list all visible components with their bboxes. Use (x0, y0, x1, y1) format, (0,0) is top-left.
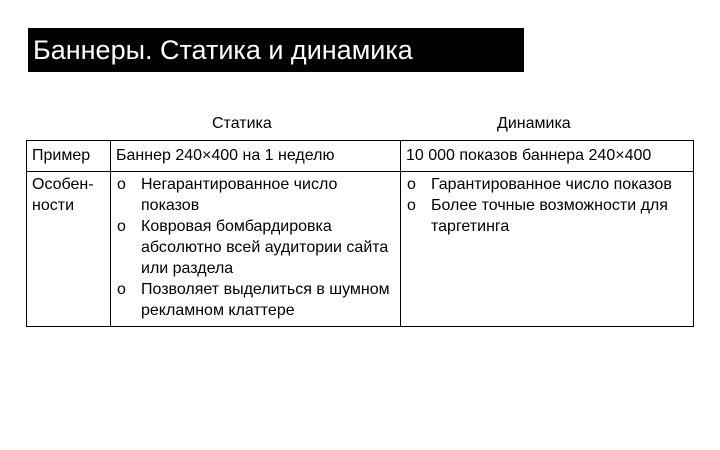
comparison-table (26, 140, 694, 327)
row-label-features (27, 172, 110, 216)
example-dynamic-text: 10 000 показов баннера 240×400 (406, 147, 652, 164)
bullet-circle-icon: o (117, 218, 126, 235)
list-item (117, 216, 394, 279)
list-item (117, 279, 394, 321)
list-item-text: Более точные возможности для таргетинга (431, 197, 668, 235)
column-header-dynamic: Динамика (497, 115, 571, 132)
row-label-cell (27, 172, 111, 327)
cell-features-static (111, 172, 401, 327)
list-item-text: Позволяет выделиться в шумном рекламном клаттере (141, 281, 390, 319)
bullet-circle-icon: o (117, 281, 126, 298)
table-row-example (27, 141, 694, 172)
row-label-example: Пример (32, 147, 91, 164)
list-item (407, 195, 687, 237)
list-item (407, 174, 687, 195)
row-label-cell (27, 141, 111, 172)
dynamic-features-list (401, 172, 693, 237)
bullet-circle-icon: o (407, 176, 416, 193)
static-features-list (111, 172, 400, 321)
list-item-text: Ковровая бомбардировка абсолютно всей аудитории сайта или раздела (141, 218, 389, 277)
bullet-circle-icon: o (407, 197, 416, 214)
cell-features-dynamic (401, 172, 694, 327)
list-item-text: Гарантированное число показов (431, 176, 672, 193)
bullet-circle-icon: o (117, 176, 126, 193)
list-item-text: Негарантированное число показов (141, 176, 338, 214)
example-static-text: Баннер 240×400 на 1 неделю (116, 147, 335, 164)
list-item (117, 174, 394, 216)
slide-title: Баннеры. Статика и динамика (28, 28, 524, 72)
table-row-features (27, 172, 694, 327)
row-label-features-line2: ности (32, 197, 74, 214)
row-label-features-line1: Особен- (32, 176, 94, 193)
cell-example-static (111, 141, 401, 172)
column-header-static: Статика (212, 115, 272, 132)
cell-example-dynamic (401, 141, 694, 172)
